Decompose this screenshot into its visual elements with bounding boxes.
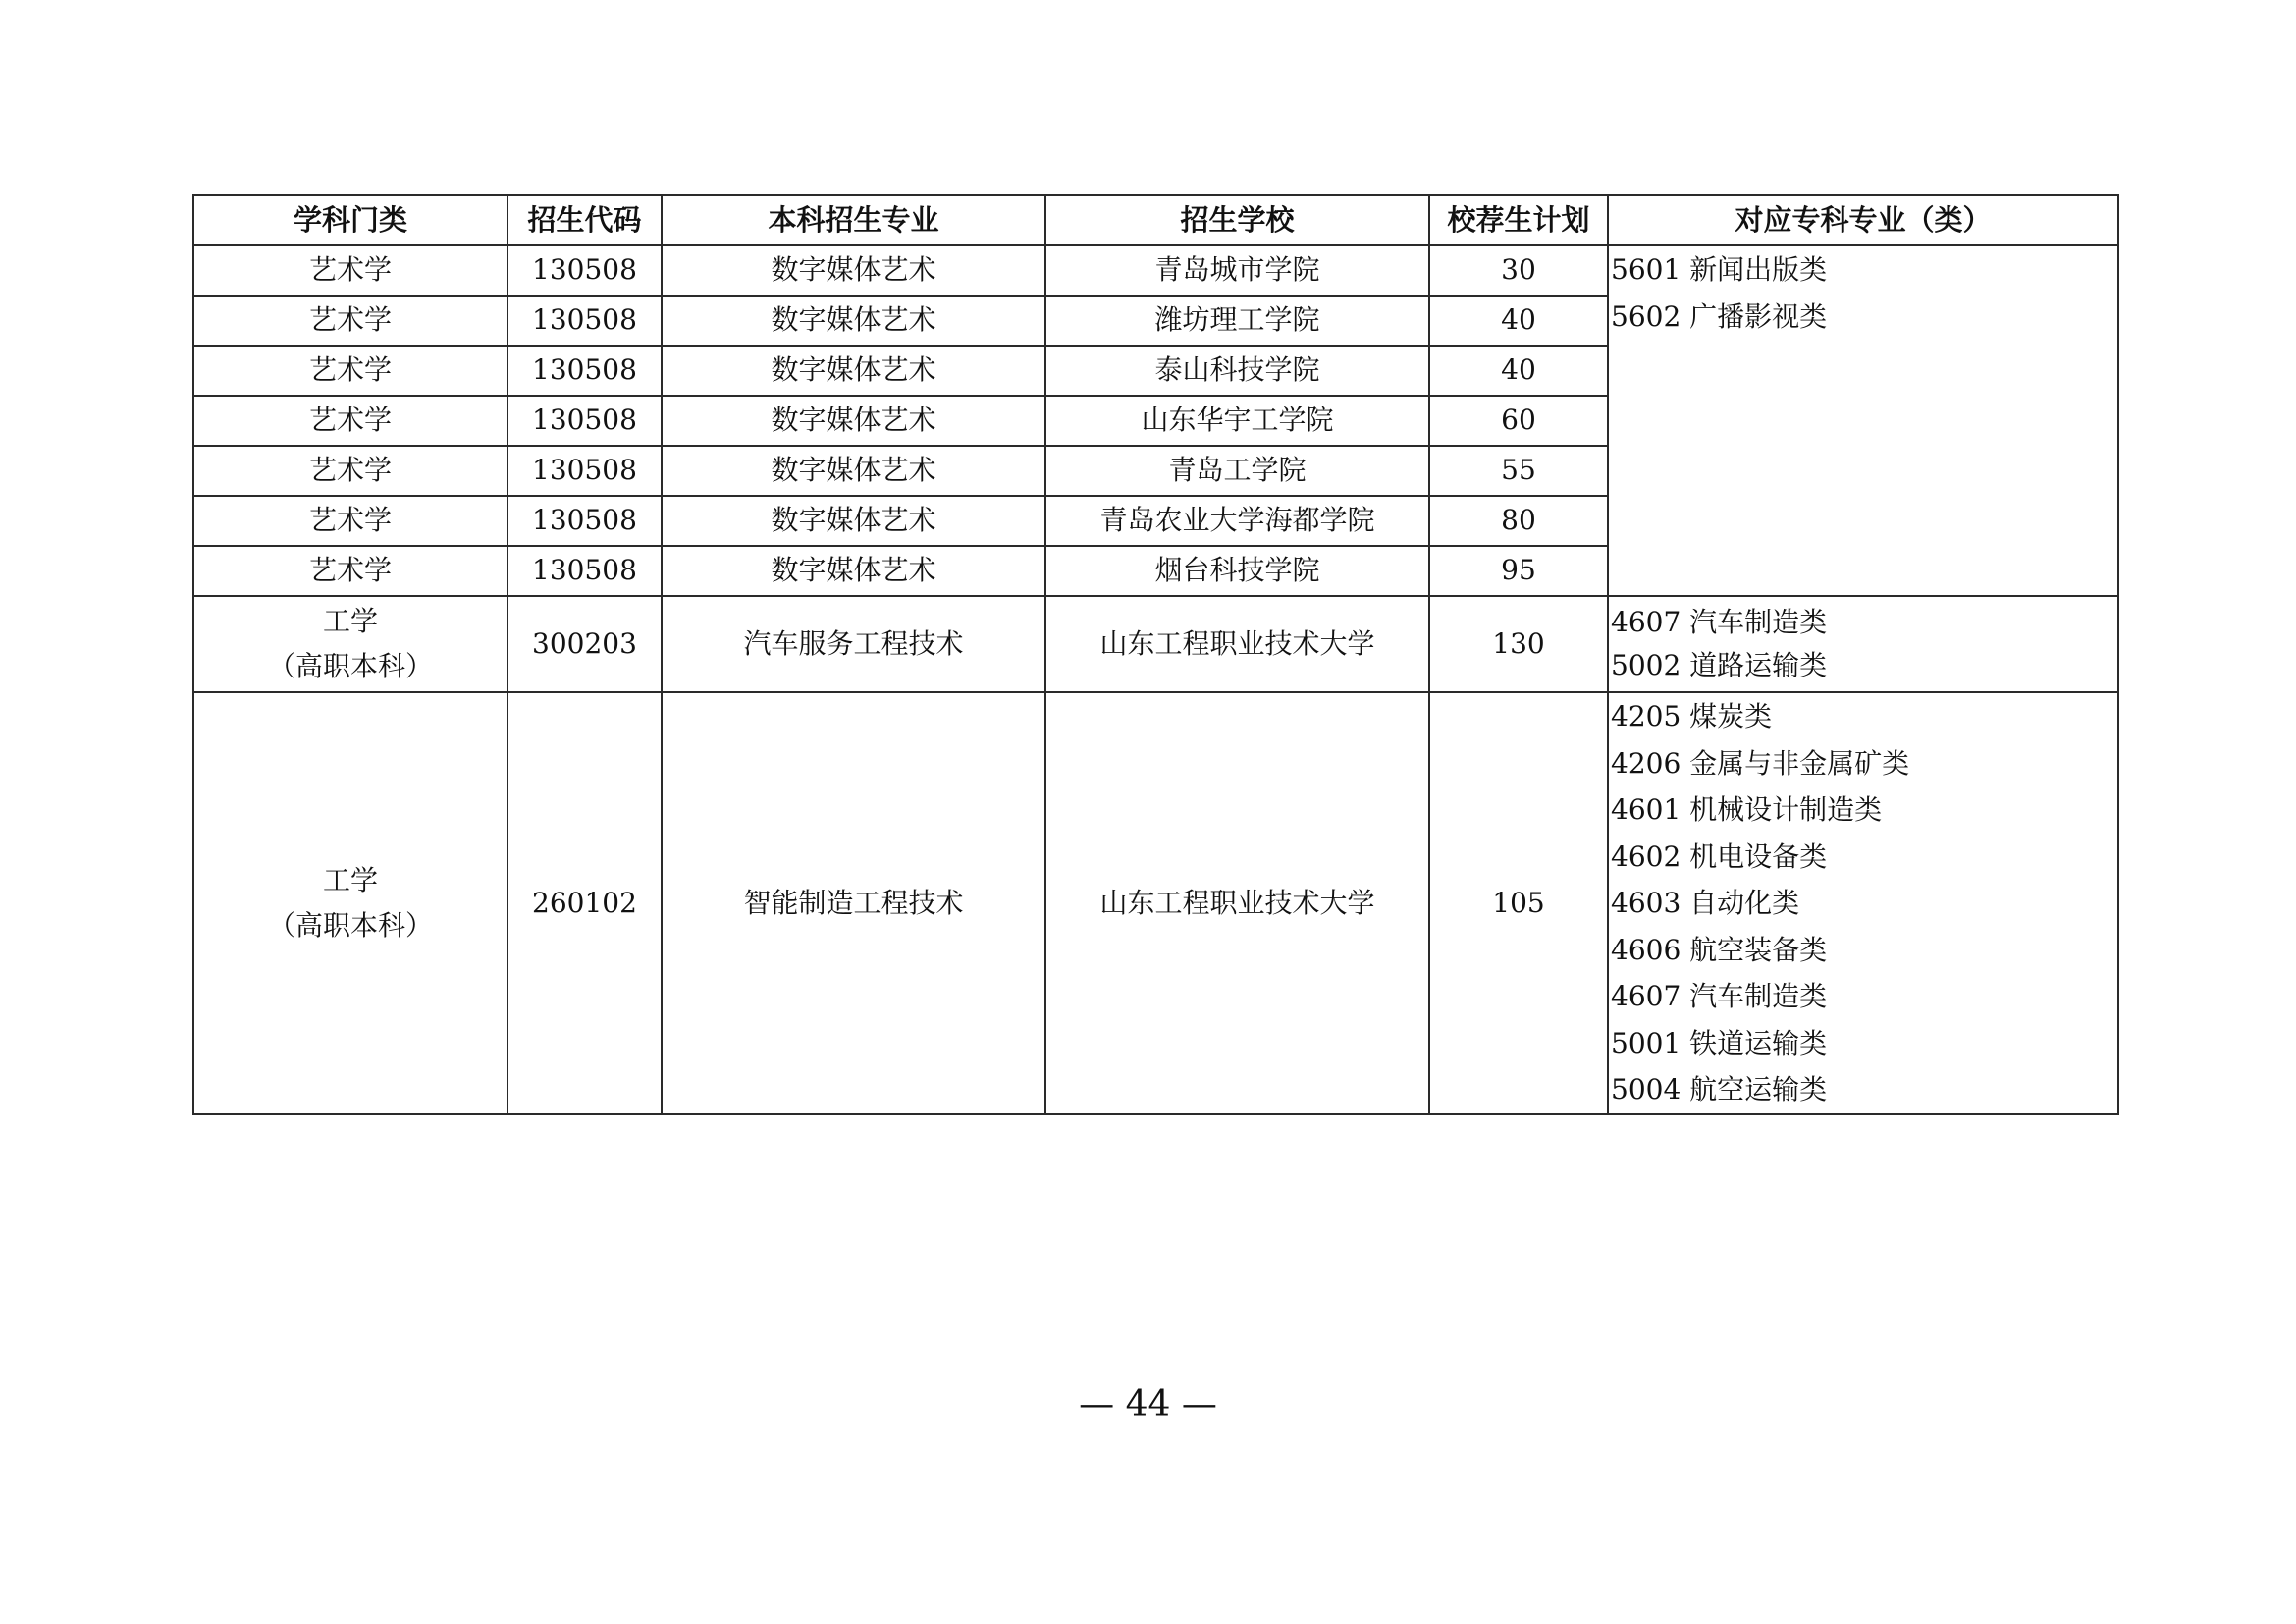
cell-category: 艺术学 [193,496,507,546]
related-item: 4205 煤炭类 [1611,700,1773,732]
page-number: — 44 — [1079,1384,1217,1425]
cell-category: 艺术学 [193,296,507,346]
cell-major: 数字媒体艺术 [662,496,1045,546]
header-plan: 校荐生计划 [1429,195,1608,245]
cell-category [193,596,507,692]
cell-plan: 105 [1429,692,1608,1114]
cell-major: 智能制造工程技术 [662,692,1045,1114]
cell-related-art [1608,245,2118,596]
cell-school: 山东工程职业技术大学 [1045,692,1429,1114]
cell-school: 青岛工学院 [1045,446,1429,496]
table-row [193,596,2118,692]
related-item: 4601 机械设计制造类 [1611,793,1883,826]
cell-school: 青岛农业大学海都学院 [1045,496,1429,546]
cell-school: 山东工程职业技术大学 [1045,596,1429,692]
cell-related-auto [1608,596,2118,692]
related-item: 4606 航空装备类 [1611,933,1828,966]
cell-code: 130508 [507,245,662,296]
cell-code: 130508 [507,296,662,346]
cell-code: 300203 [507,596,662,692]
related-item: 5002 道路运输类 [1611,649,1828,681]
cell-code: 130508 [507,496,662,546]
related-item: 5601 新闻出版类 [1611,253,1828,286]
cell-school: 潍坊理工学院 [1045,296,1429,346]
category-line: （高职本科） [267,909,433,942]
cell-major: 数字媒体艺术 [662,446,1045,496]
header-major: 本科招生专业 [662,195,1045,245]
related-item: 4607 汽车制造类 [1611,980,1828,1012]
cell-major: 汽车服务工程技术 [662,596,1045,692]
cell-plan: 40 [1429,346,1608,396]
cell-school: 山东华宇工学院 [1045,396,1429,446]
cell-major: 数字媒体艺术 [662,546,1045,596]
cell-plan: 55 [1429,446,1608,496]
related-item: 5602 广播影视类 [1611,300,1828,333]
related-item: 4603 自动化类 [1611,887,1800,919]
related-item: 4607 汽车制造类 [1611,606,1828,638]
cell-major: 数字媒体艺术 [662,396,1045,446]
cell-plan: 95 [1429,546,1608,596]
related-item: 5001 铁道运输类 [1611,1026,1828,1059]
category-line: 工学 [322,864,378,896]
cell-major: 数字媒体艺术 [662,346,1045,396]
cell-category: 艺术学 [193,396,507,446]
cell-code: 130508 [507,446,662,496]
cell-school: 青岛城市学院 [1045,245,1429,296]
cell-category [193,692,507,1114]
category-line: （高职本科） [267,650,433,682]
header-category: 学科门类 [193,195,507,245]
cell-code: 130508 [507,396,662,446]
cell-category: 艺术学 [193,446,507,496]
related-item: 4602 机电设备类 [1611,839,1828,873]
cell-plan: 40 [1429,296,1608,346]
related-item: 5004 航空运输类 [1611,1073,1828,1106]
table-row [193,692,2118,1114]
cell-school: 泰山科技学院 [1045,346,1429,396]
related-item: 4206 金属与非金属矿类 [1611,746,1910,780]
cell-code: 260102 [507,692,662,1114]
cell-school: 烟台科技学院 [1045,546,1429,596]
enrollment-table [192,194,2119,1115]
cell-category: 艺术学 [193,346,507,396]
cell-major: 数字媒体艺术 [662,296,1045,346]
header-school: 招生学校 [1045,195,1429,245]
header-code: 招生代码 [507,195,662,245]
cell-plan: 30 [1429,245,1608,296]
category-line: 工学 [322,605,378,637]
cell-category: 艺术学 [193,546,507,596]
cell-plan: 60 [1429,396,1608,446]
cell-major: 数字媒体艺术 [662,245,1045,296]
cell-plan: 130 [1429,596,1608,692]
cell-code: 130508 [507,346,662,396]
table-header-row [193,195,2118,245]
cell-code: 130508 [507,546,662,596]
cell-related-smart [1608,692,2118,1114]
table-row [193,245,2118,296]
cell-plan: 80 [1429,496,1608,546]
cell-category: 艺术学 [193,245,507,296]
header-related: 对应专科专业（类） [1608,195,2118,245]
